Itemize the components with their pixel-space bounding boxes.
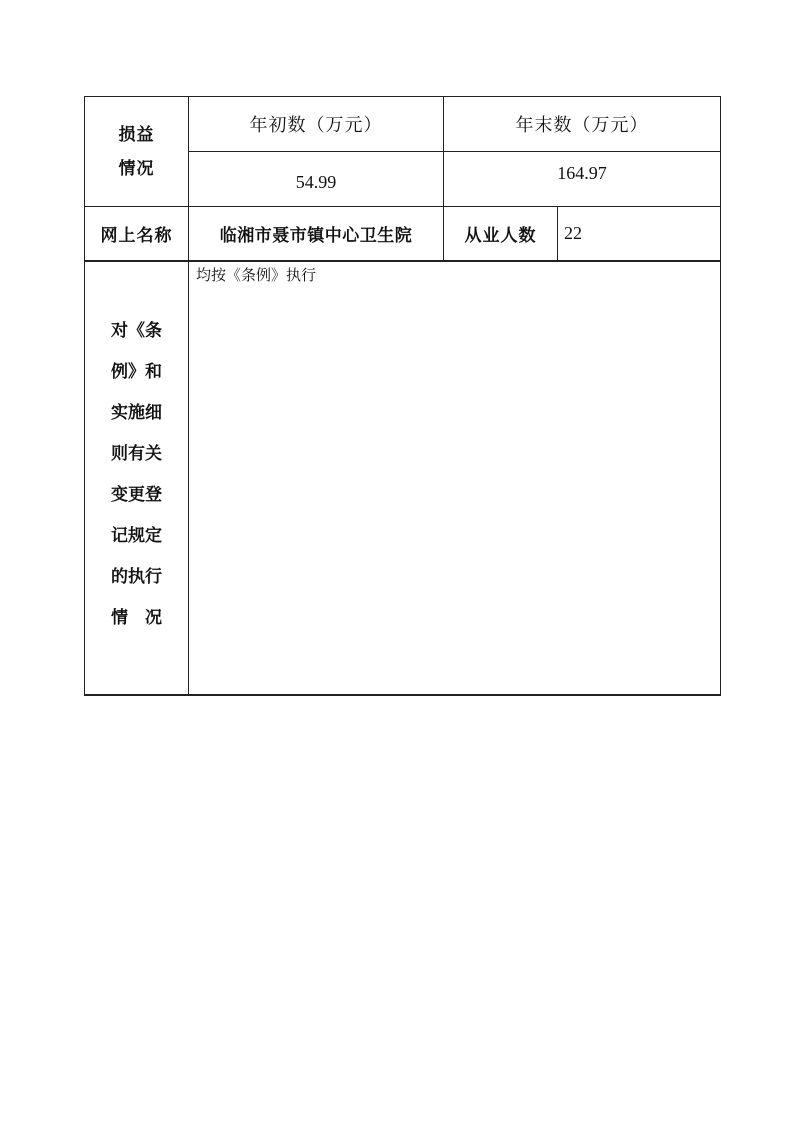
staff-count-label: 从业人数 <box>464 226 537 246</box>
regulation-label-line-6: 记规定 <box>111 526 162 546</box>
profit-loss-label-line1: 损益 <box>118 124 155 145</box>
regulation-label-line-8: 情 况 <box>111 608 162 628</box>
border-bottom <box>84 694 721 696</box>
regulation-label <box>85 311 188 641</box>
regulation-label-line-2: 例》和 <box>111 362 162 382</box>
border-right <box>720 96 721 696</box>
end-of-year-value: 164.97 <box>557 162 607 183</box>
regulation-label-line-1: 对《条 <box>111 321 162 341</box>
end-of-year-header: 年末数（万元） <box>515 115 649 136</box>
regulation-label-line-5: 变更登 <box>111 485 162 505</box>
regulation-label-line-4: 则有关 <box>111 444 162 464</box>
online-name-value: 临湘市聂市镇中心卫生院 <box>219 226 413 246</box>
staff-count-value: 22 <box>564 223 582 243</box>
profit-loss-label-line2: 情况 <box>118 158 155 179</box>
start-of-year-value: 54.99 <box>295 171 337 192</box>
row-divider-name-bottom <box>84 260 721 262</box>
online-name-label: 网上名称 <box>100 226 173 246</box>
profit-loss-label <box>85 97 188 206</box>
regulation-content: 均按《条例》执行 <box>196 266 317 284</box>
regulation-label-line-7: 的执行 <box>111 567 162 587</box>
start-of-year-header: 年初数（万元） <box>249 115 383 136</box>
regulation-label-line-3: 实施细 <box>111 403 162 423</box>
col-divider-staff <box>557 206 558 262</box>
registration-table <box>84 96 721 696</box>
